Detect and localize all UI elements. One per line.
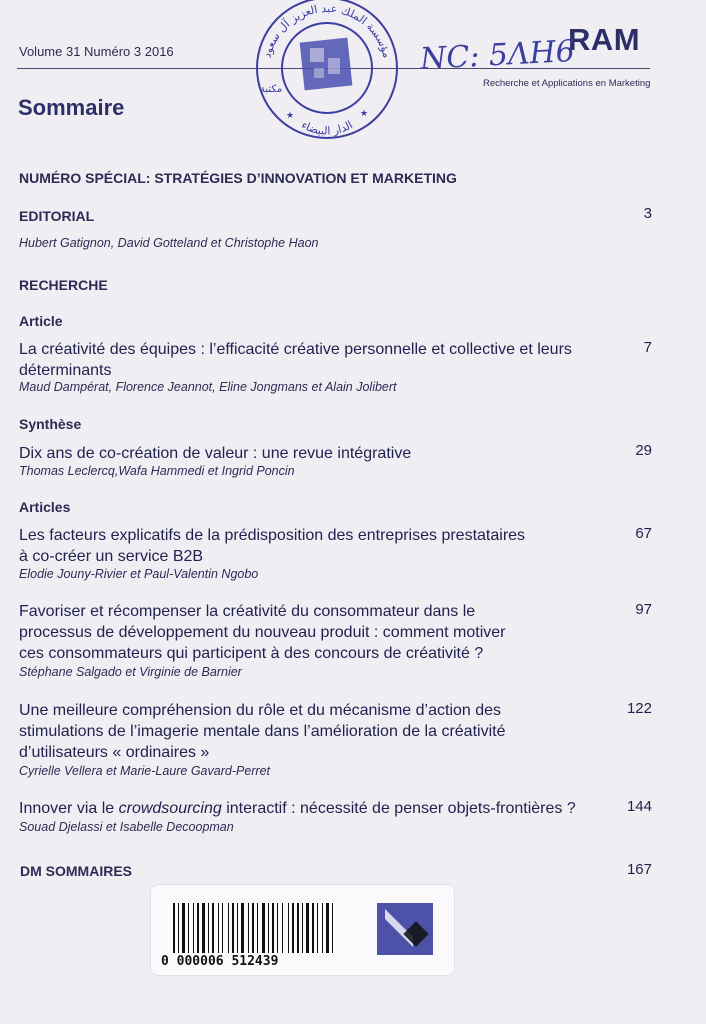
toc-entry-title: processus de développement du nouveau produit : comment motiver: [19, 624, 506, 641]
toc-entry-title: Une meilleure compréhension du rôle et du mécanisme d’action des: [19, 702, 502, 719]
toc-entry-authors: Stéphane Salgado et Virginie de Barnier: [19, 665, 242, 679]
toc-entry-page: 144: [626, 798, 652, 815]
barcode-sticker: [150, 884, 455, 976]
toc-entry-authors: Thomas Leclercq,Wafa Hammedi et Ingrid Poncin: [19, 464, 295, 478]
toc-entry-authors: Cyrielle Vellera et Marie-Laure Gavard-Perret: [19, 764, 271, 778]
toc-entry-page: 29: [635, 442, 652, 459]
toc-entry-title: Favoriser et récompenser la créativité du consommateur dans le: [19, 603, 476, 620]
library-stamp: [244, 0, 409, 150]
page-title: Sommaire: [18, 95, 125, 120]
stamp-text-left: مكتبة: [260, 84, 283, 95]
special-issue-heading: NUMÉRO SPÉCIAL: STRATÉGIES D’INNOVATION ET MARKETING: [19, 170, 457, 186]
issue-label: Volume 31 Numéro 3 2016: [19, 44, 174, 59]
editorial-heading: EDITORIAL: [19, 208, 95, 224]
article-label: Article: [19, 313, 63, 329]
stamp-emblem-icon: [300, 38, 353, 91]
toc-entry-title: d’utilisateurs « ordinaires »: [19, 744, 210, 761]
synthese-label: Synthèse: [19, 416, 82, 432]
toc-entry-title: Les facteurs explicatifs de la prédisposition des entreprises prestataires: [19, 527, 526, 544]
stamp-text-bottom: الدار البيضاء: [299, 118, 355, 138]
stamp-star-icon: ★: [286, 110, 295, 120]
toc-entry-page: 7: [643, 339, 652, 356]
toc-entry-authors: Souad Djelassi et Isabelle Decoopman: [19, 820, 234, 834]
toc-entry-title: Dix ans de co-création de valeur : une revue intégrative: [19, 445, 412, 462]
toc-entry-title: La créativité des équipes : l’efficacité créative personnelle et collective et leurs: [19, 341, 572, 358]
handwritten-note: NC: 5ΛΗ6: [419, 33, 576, 78]
dm-page: 167: [626, 861, 652, 878]
toc-entry-page: 122: [626, 700, 652, 717]
journal-logo: RAM: [568, 22, 641, 57]
articles-label: Articles: [19, 499, 71, 515]
toc-entry-page: 97: [635, 601, 652, 618]
journal-name: Recherche et Applications en Marketing: [483, 78, 651, 89]
toc-entry-authors: Elodie Jouny-Rivier et Paul-Valentin Ngobo: [19, 567, 259, 581]
editorial-authors: Hubert Gatignon, David Gotteland et Christophe Haon: [19, 236, 319, 250]
toc-entry-page: 67: [635, 525, 652, 542]
editorial-page: 3: [643, 205, 652, 222]
toc-entry-title: à co-créer un service B2B: [19, 548, 204, 565]
recherche-heading: RECHERCHE: [19, 277, 108, 293]
toc-entry-title: Innover via le crowdsourcing interactif : nécessité de penser objets-frontières ?: [19, 800, 576, 817]
barcode-icon: [151, 885, 454, 975]
stamp-text-top: مؤسسة الملك عبد العزيز آل سعود: [260, 1, 394, 60]
toc-entry-authors: Maud Dampérat, Florence Jeannot, Eline Jongmans et Alain Jolibert: [19, 380, 397, 394]
toc-entry-title: déterminants: [19, 362, 112, 379]
stamp-star-icon: ★: [360, 108, 369, 118]
dm-heading: DM SOMMAIRES: [20, 863, 132, 879]
toc-entry-title: stimulations de l’imagerie mentale dans l’amélioration de la créativité: [19, 723, 506, 740]
barcode-digits: 0 000006 512439: [161, 954, 279, 969]
toc-entry-title: ces consommateurs qui participent à des concours de créativité ?: [19, 645, 484, 662]
